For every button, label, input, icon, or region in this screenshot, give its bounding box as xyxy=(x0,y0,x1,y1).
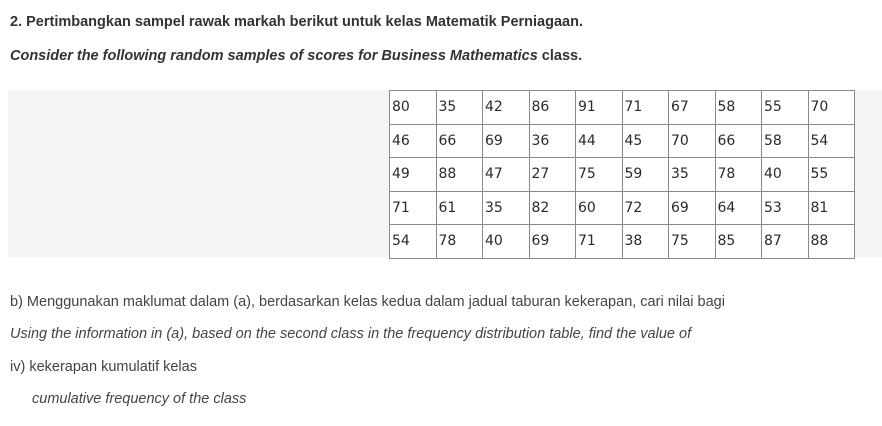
part-iv-malay: iv) kekerapan kumulatif kelas xyxy=(10,359,197,375)
table-cell: 61 xyxy=(436,191,483,225)
table-cell: 71 xyxy=(622,91,669,125)
table-cell: 44 xyxy=(576,124,623,158)
part-b-malay: b) Menggunakan maklumat dalam (a), berdasarkan kelas kedua dalam jadual taburan kekerapan, cari nilai bagi xyxy=(10,294,725,310)
table-cell: 55 xyxy=(762,91,809,125)
table-cell: 38 xyxy=(622,225,669,259)
table-cell: 82 xyxy=(529,191,576,225)
table-cell: 40 xyxy=(762,158,809,192)
table-cell: 66 xyxy=(715,124,762,158)
table-cell: 70 xyxy=(669,124,716,158)
table-cell: 70 xyxy=(808,91,855,125)
table-cell: 71 xyxy=(390,191,437,225)
table-cell: 58 xyxy=(715,91,762,125)
table-cell: 78 xyxy=(436,225,483,259)
table-cell: 27 xyxy=(529,158,576,192)
table-cell: 80 xyxy=(390,91,437,125)
table-row xyxy=(390,158,855,192)
table-cell: 55 xyxy=(808,158,855,192)
table-cell: 45 xyxy=(622,124,669,158)
table-row xyxy=(390,91,855,125)
table-cell: 88 xyxy=(436,158,483,192)
table-cell: 71 xyxy=(576,225,623,259)
table-cell: 42 xyxy=(483,91,530,125)
scores-table xyxy=(389,90,855,259)
table-cell: 36 xyxy=(529,124,576,158)
part-iv-english: cumulative frequency of the class xyxy=(32,391,247,407)
table-cell: 66 xyxy=(436,124,483,158)
table-cell: 47 xyxy=(483,158,530,192)
table-cell: 35 xyxy=(436,91,483,125)
table-cell: 88 xyxy=(808,225,855,259)
table-cell: 69 xyxy=(483,124,530,158)
table-cell: 60 xyxy=(576,191,623,225)
table-cell: 54 xyxy=(808,124,855,158)
table-cell: 40 xyxy=(483,225,530,259)
table-cell: 46 xyxy=(390,124,437,158)
table-cell: 75 xyxy=(669,225,716,259)
scores-table-body xyxy=(390,91,855,259)
table-cell: 69 xyxy=(529,225,576,259)
table-cell: 69 xyxy=(669,191,716,225)
table-cell: 58 xyxy=(762,124,809,158)
table-cell: 64 xyxy=(715,191,762,225)
table-cell: 59 xyxy=(622,158,669,192)
table-cell: 53 xyxy=(762,191,809,225)
table-cell: 75 xyxy=(576,158,623,192)
table-cell: 86 xyxy=(529,91,576,125)
part-b-english: Using the information in (a), based on the second class in the frequency distribution table, find the value of xyxy=(10,326,692,342)
table-cell: 35 xyxy=(669,158,716,192)
table-row xyxy=(390,225,855,259)
question-title-malay: 2. Pertimbangkan sampel rawak markah berikut untuk kelas Matematik Perniagaan. xyxy=(10,14,583,30)
table-row xyxy=(390,191,855,225)
table-cell: 49 xyxy=(390,158,437,192)
table-cell: 35 xyxy=(483,191,530,225)
table-cell: 72 xyxy=(622,191,669,225)
table-cell: 54 xyxy=(390,225,437,259)
table-cell: 81 xyxy=(808,191,855,225)
question-title-english-tail: class. xyxy=(537,48,583,64)
table-cell: 87 xyxy=(762,225,809,259)
table-cell: 78 xyxy=(715,158,762,192)
table-cell: 91 xyxy=(576,91,623,125)
question-title-english xyxy=(10,48,582,64)
table-cell: 67 xyxy=(669,91,716,125)
question-title-english-italic: Consider the following random samples of scores for Business Mathematics xyxy=(10,48,538,64)
table-row xyxy=(390,124,855,158)
table-cell: 85 xyxy=(715,225,762,259)
